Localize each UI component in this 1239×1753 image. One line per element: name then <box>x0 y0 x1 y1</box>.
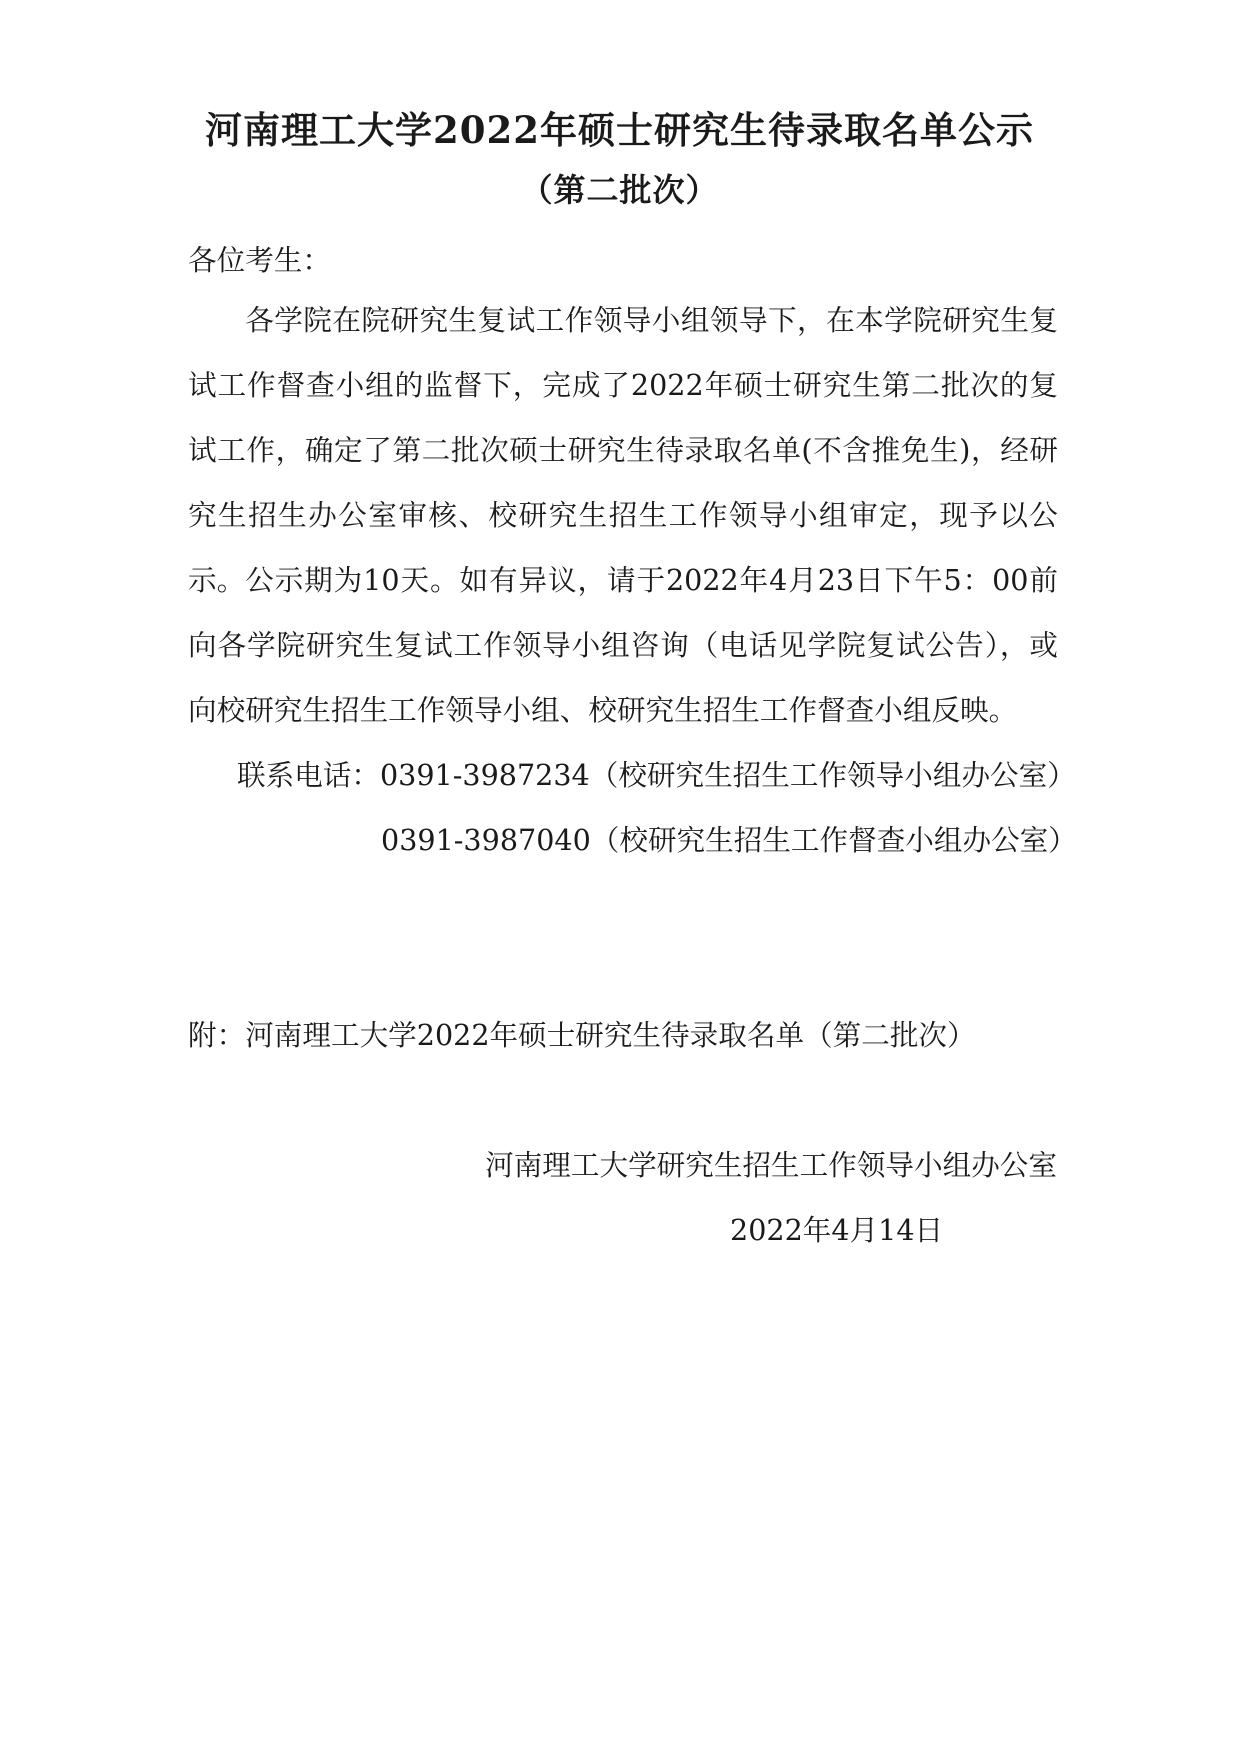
issuing-office-signature: 河南理工大学研究生招生工作领导小组办公室 <box>485 1148 1057 1182</box>
issue-date: 2022年4月14日 <box>730 1213 944 1247</box>
attachment-note: 附：河南理工大学2022年硕士研究生待录取名单（第二批次） <box>188 1018 976 1052</box>
paragraph-review-process: 各学院在院研究生复试工作领导小组领导下，在本学院研究生复试工作督查小组的监督下，完成了2022年硕士研究生第二批次的复试工作，确定了第二批次硕士研究生待录取名单(不含推免生)，经研究生招生办公室审核、校研究生招生工作领导小组审定，现予以公示。 <box>188 303 1058 597</box>
contact-phone-leadership: 联系电话：0391-3987234（校研究生招生工作领导小组办公室） <box>237 758 1076 792</box>
document-subtitle: （第二批次） <box>520 171 719 209</box>
salutation: 各位考生： <box>188 243 331 277</box>
paragraph-objection-period: 公示期为10天。如有异议，请于2022年4月23日下午5：00前向各学院研究生复试工作领导小组咨询（电话见学院复试公告），或向校研究生招生工作领导小组、校研究生招生工作督查小组反映。 <box>188 563 1058 727</box>
document-title: 河南理工大学2022年硕士研究生待录取名单公示 <box>205 108 1034 152</box>
contact-phone-supervision: 0391-3987040（校研究生招生工作督查小组办公室） <box>381 823 1077 857</box>
